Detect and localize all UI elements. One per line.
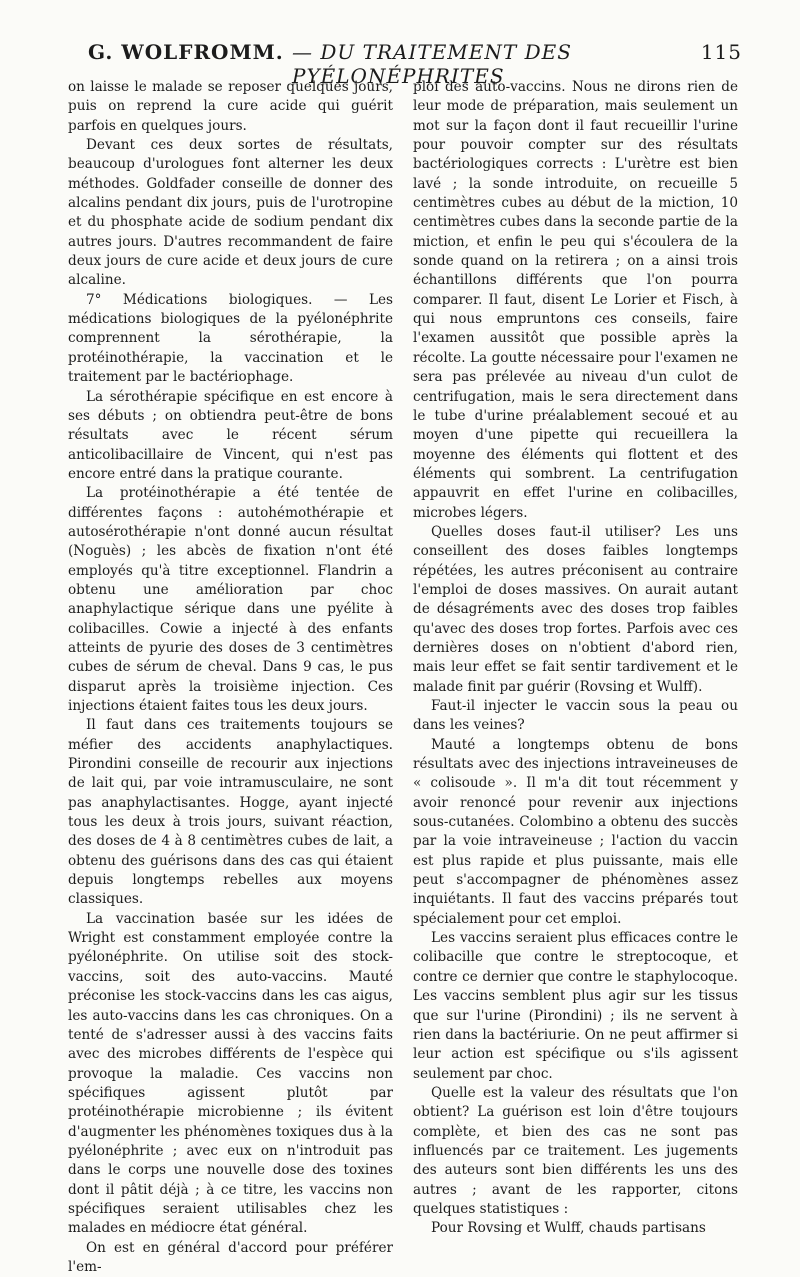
paragraph: on laisse le malade se reposer quelques jours, puis on reprend la cure acide qui guérit parfois en quelques jours. xyxy=(68,79,393,134)
paragraph: La protéinothérapie a été tentée de différentes façons : autohémothérapie et autosérothérapie n'ont donné aucun résultat (Noguès) ; les abcès de fixation n'ont été employés qu'à titre exceptionnel. Flandrin a obtenu une amélioration par choc anaphylactique sérique dans une pyélite à colibacilles. Cowie a injecté à des enfants atteints de pyurie des doses de 3 centimètres cubes de sérum de cheval. Dans 9 cas, le pus disparut après la troisième injection. Ces injections étaient faites tous les deux jours. xyxy=(68,485,393,714)
page-number: 115 xyxy=(700,40,742,64)
running-header xyxy=(60,36,742,88)
left-column xyxy=(68,78,393,1277)
paragraph: Quelle est la valeur des résultats que l'on obtient? La guérison est loin d'être toujours complète, et bien des cas ne sont pas influencés par ce traitement. Les jugements des auteurs sont bien différents les uns des autres ; avant de les rapporter, citons quelques statistiques : xyxy=(413,1084,738,1217)
paragraph: Faut-il injecter le vaccin sous la peau ou dans les veines? xyxy=(413,698,738,734)
paragraph: Quelles doses faut-il utiliser? Les uns conseillent des doses faibles longtemps répétées, les autres préconisent au contraire l'emploi de doses massives. On aurait autant de désagréments avec des doses trop faibles qu'avec des doses trop fortes. Parfois avec ces dernières doses on n'obtient d'abord rien, mais leur effet se fait sentir tardivement et le malade finit par guérir (Rovsing et Wulff). xyxy=(413,523,738,695)
paragraph: On est en général d'accord pour préférer l'em- xyxy=(68,1239,393,1275)
section-heading-paragraph: 7° Médications biologiques. — Les médications biologiques de la pyélonéphrite comprennent la sérothérapie, la protéinothérapie, la vaccination et le traitement par le bactériophage. xyxy=(68,291,393,386)
paragraph: Pour Rovsing et Wulff, chauds partisans xyxy=(431,1220,706,1237)
header-author: G. WOLFROMM. xyxy=(88,40,284,64)
paragraph: La sérothérapie spécifique en est encore à ses débuts ; on obtiendra peut-être de bons résultats avec le récent sérum anticolibacillaire de Vincent, qui n'est pas encore entré dans la pratique courante. xyxy=(68,388,393,482)
paragraph: La vaccination basée sur les idées de Wright est constamment employée contre la pyélonéphrite. On utilise soit des stock-vaccins, soit des auto-vaccins. Mauté préconise les stock-vaccins dans les cas aigus, les auto-vaccins dans les cas chroniques. On a tenté de s'adresser aussi à des vaccins faits avec des microbes différents de l'espèce qui provoque la maladie. Ces vaccins non spécifiques agissent plutôt par protéinothérapie microbienne ; ils évitent d'augmenter les phénomènes toxiques dus à la pyélonéphrite ; avec eux on n'introduit pas dans le corps une nouvelle dose des toxines dont il pâtit déjà ; à ce titre, les vaccins non spécifiques seraient utilisables chez les malades en médiocre état général. xyxy=(68,910,393,1237)
paragraph: Il faut dans ces traitements toujours se méfier des accidents anaphylactiques. Pirondini conseille de recourir aux injections de lait qui, par voie intramusculaire, ne sont pas anaphylactisantes. Hogge, ayant injecté tous les deux à trois jours, suivant réaction, des doses de 4 à 8 centimètres cubes de lait, a obtenu des guérisons dans des cas qui étaient depuis longtemps rebelles aux moyens classiques. xyxy=(68,717,393,908)
header-title: — DU TRAITEMENT DES PYÉLONÉPHRITES xyxy=(292,40,572,88)
paragraph: Devant ces deux sortes de résultats, beaucoup d'urologues font alterner les deux méthodes. Goldfader conseille de donner des alcalins pendant dix jours, puis de l'urotropine et du phosphate acide de sodium pendant dix autres jours. D'autres recommandent de faire deux jours de cure acide et deux jours de cure alcaline. xyxy=(68,137,393,289)
paragraph: Les vaccins seraient plus efficaces contre le colibacille que contre le streptocoque, et contre ce dernier que contre le staphylocoque. Les vaccins semblent plus agir sur les tissus que sur l'urine (Pirondini) ; ils ne servent à rien dans la bactériurie. On ne peut affirmer si leur action est spécifique ou s'ils agissent seulement par choc. xyxy=(413,930,738,1082)
paragraph: ploi des auto-vaccins. Nous ne dirons rien de leur mode de préparation, mais seulement un mot sur la façon dont il faut recueillir l'urine pour pouvoir compter sur des résultats bactériologiques corrects : L'urètre est bien lavé ; la sonde introduite, on recueille 5 centimètres cubes au début de la miction, 10 centimètres cubes dans la seconde partie de la miction, et enfin le peu qui s'écoulera de la sonde quand on la retirera ; on a ainsi trois échantillons différents que l'on pourra comparer. Il faut, disent Le Lorier et Fisch, à qui nous empruntons ces conseils, faire l'examen aussitôt que possible après la récolte. La goutte nécessaire pour l'examen ne sera pas prélevée au niveau d'un culot de centrifugation, mais le sera directement dans le tube d'urine préalablement secoué et au moyen d'une pipette qui recueillera la moyenne des éléments qui flottent et des éléments qui sombrent. La centrifugation appauvrit en effet l'urine en colibacilles, microbes légers. xyxy=(413,79,738,521)
paragraph: Mauté a longtemps obtenu de bons résultats avec des injections intraveineuses de « colisoude ». Il m'a dit tout récemment y avoir renoncé pour revenir aux injections sous-cutanées. Colombino a obtenu des succès par la voie intraveineuse ; l'action du vaccin est plus rapide et plus puissante, mais elle peut s'accompagner de phénomènes assez inquiétants. Il faut des vaccins préparés tout spécialement pour cet emploi. xyxy=(413,736,738,927)
right-column xyxy=(413,78,738,1239)
